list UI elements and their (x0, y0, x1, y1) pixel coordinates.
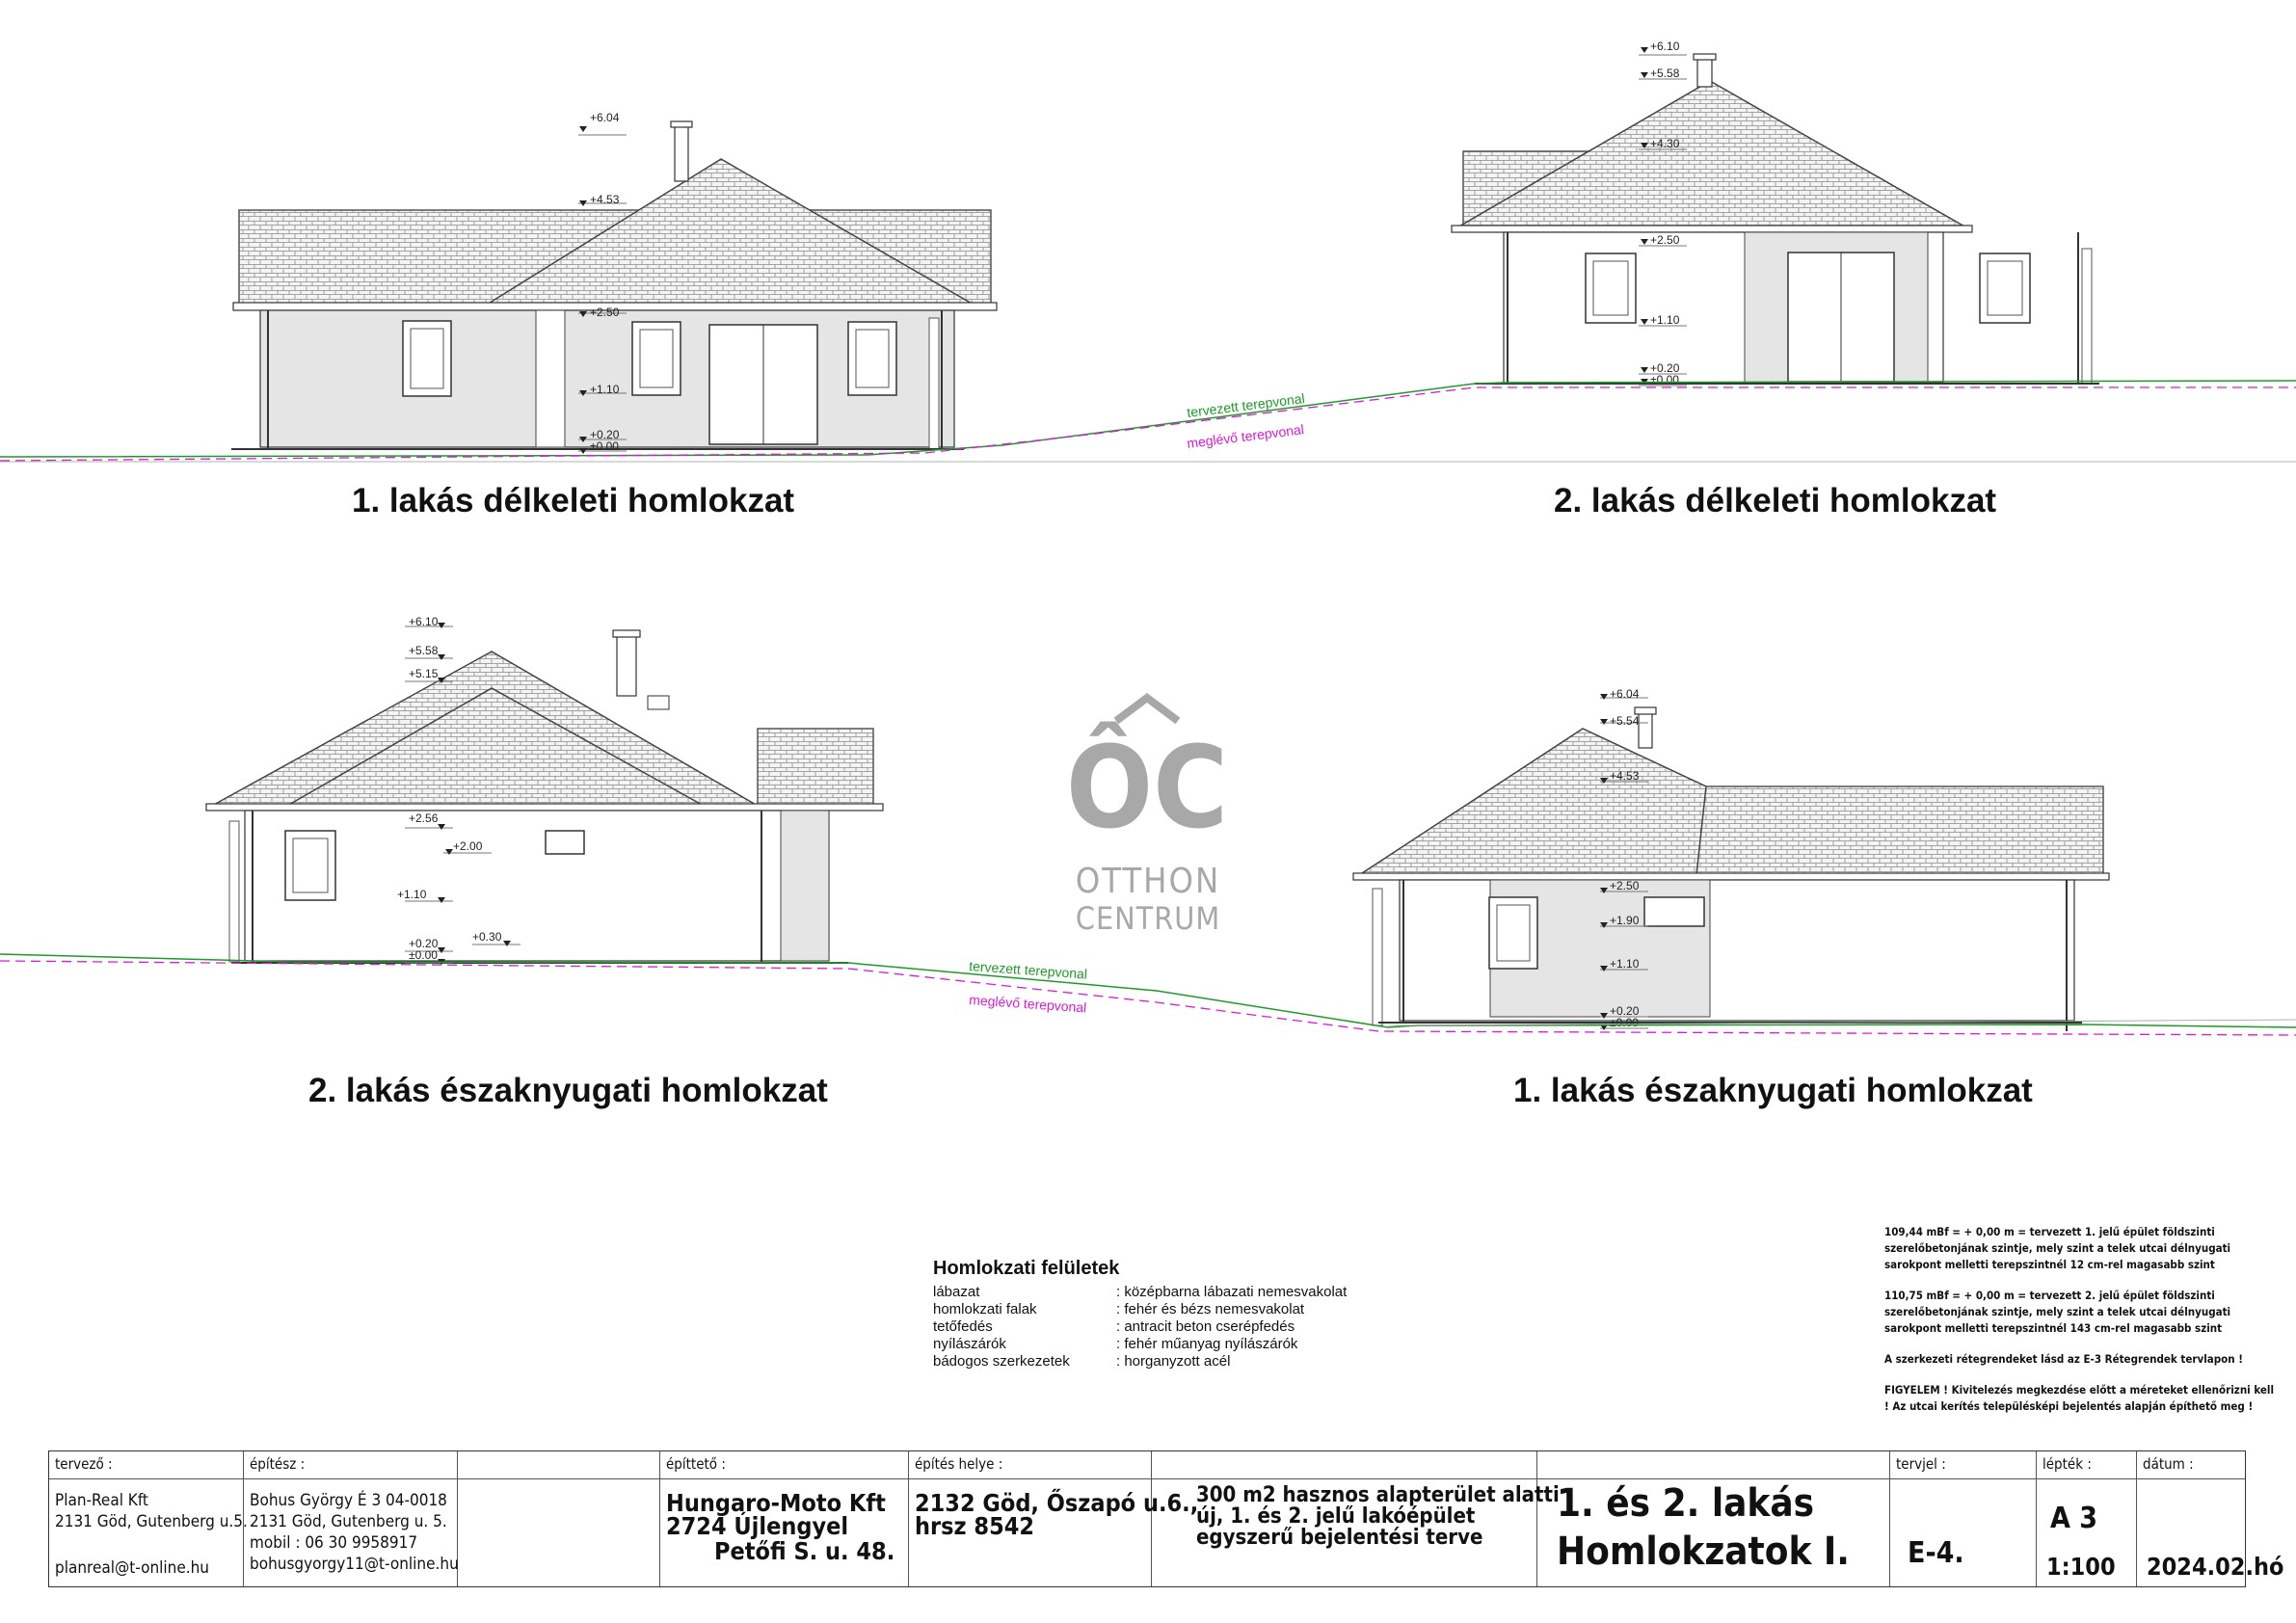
project-line-2: új, 1. és 2. jelű lakóépület (1196, 1504, 1476, 1529)
sheet-title-cell (1537, 1451, 1890, 1586)
date-header: dátum : (2143, 1455, 2194, 1473)
surface-value: : horganyzott acél (1116, 1353, 1231, 1370)
designer-cell (49, 1451, 248, 1586)
client-cell (660, 1451, 909, 1586)
existing-terrain-label: meglévő terepvonal (968, 992, 1087, 1016)
elevation-1-drawing (231, 111, 997, 454)
surface-value: : fehér műanyag nyílászárók (1116, 1336, 1298, 1352)
client-name: Hungaro-Moto Kft (666, 1489, 886, 1517)
scale-value: 1:100 (2046, 1553, 2116, 1581)
note-level-2: 110,75 mBf = + 0,00 m = tervezett 2. jelű épület földszinti szerelőbetonjának szintje, mely szint a telek utcai délnyugati sarokpont melletti terepszintnél 143 cm-rel magasabb szint (1884, 1289, 2231, 1335)
level-marker: +1.90 (1610, 914, 1640, 927)
level-marker: +1.10 (590, 383, 620, 396)
architect-header: építész : (250, 1455, 306, 1473)
surface-key: tetőfedés (933, 1318, 993, 1335)
level-marker: +6.10 (409, 615, 439, 628)
surface-key: homlokzati falak (933, 1301, 1037, 1317)
note-warning: FIGYELEM ! Kivitelezés megkezdése előtt a méreteket ellenőrizni kell ! Az utcai kerítés településképi bejelentés alapján építhető meg ! (1884, 1383, 2275, 1413)
level-marker: +0.20 (1650, 361, 1680, 375)
site-cell (909, 1451, 1199, 1586)
date-value: 2024.02.hó (2147, 1553, 2284, 1581)
level-marker: +5.15 (409, 667, 439, 680)
surface-row (933, 1353, 1415, 1370)
client-header: építtető : (666, 1455, 726, 1473)
elevation-4-drawing (1353, 687, 2109, 1031)
scale-header: lépték : (2042, 1455, 2092, 1473)
level-marker: +2.50 (590, 306, 620, 319)
architect-phone: mobil : 06 30 9958917 (250, 1533, 418, 1553)
level-marker: +1.10 (397, 888, 427, 901)
elevation-4-title: 1. lakás északnyugati homlokzat (1513, 1072, 2033, 1109)
title-block (48, 1450, 2284, 1587)
level-marker: +2.56 (409, 812, 439, 825)
scale-cell (2037, 1451, 2137, 1586)
elevation-3-title: 2. lakás északnyugati homlokzat (308, 1072, 828, 1109)
planned-terrain-label: tervezett terepvonal (968, 958, 1088, 982)
surface-key: bádogos szerkezetek (933, 1353, 1070, 1370)
designer-header: tervező : (55, 1455, 113, 1473)
level-marker: +5.58 (409, 644, 439, 657)
level-marker: ±0.00 (409, 948, 438, 962)
watermark-logo: ÔC (1065, 721, 1229, 854)
surface-key: nyílászárók (933, 1336, 1006, 1352)
level-marker: +0.30 (472, 930, 502, 944)
level-marker: +5.54 (1610, 714, 1640, 728)
surface-value: : antracit beton cserépfedés (1116, 1318, 1295, 1335)
note-layers: A szerkezeti rétegrendeket lásd az E-3 Rétegrendek tervlapon ! (1884, 1352, 2243, 1366)
level-marker: +4.53 (1610, 769, 1640, 783)
project-line-1: 300 m2 hasznos alapterület alatti (1196, 1483, 1560, 1507)
code-header: tervjel : (1896, 1455, 1946, 1473)
level-marker: +6.04 (1610, 687, 1640, 701)
level-marker: +6.04 (590, 111, 620, 124)
surface-row (933, 1301, 1415, 1318)
note-level-1: 109,44 mBf = + 0,00 m = tervezett 1. jelű épület földszinti szerelőbetonjának szintje, mely szint a telek utcai délnyugati sarokpont melletti terepszintnél 12 cm-rel magasabb szint (1884, 1225, 2231, 1271)
code-cell (1890, 1451, 2037, 1586)
designer-name: Plan-Real Kft (55, 1491, 148, 1510)
level-marker: +2.50 (1650, 233, 1680, 247)
elevation-2-drawing (1452, 40, 2099, 386)
level-marker: +0.20 (590, 428, 620, 441)
paper-size: A 3 (2050, 1502, 2098, 1535)
client-city: 2724 Újlengyel (666, 1512, 849, 1540)
level-marker: +1.10 (1610, 957, 1640, 971)
level-marker: ±0.00 (590, 439, 619, 453)
planned-terrain-label: tervezett terepvonal (1186, 390, 1306, 420)
level-marker: ±0.00 (1650, 373, 1679, 386)
site-address: 2132 Göd, Őszapó u.6., (915, 1489, 1199, 1517)
surface-row (933, 1336, 1415, 1353)
empty-cell (458, 1451, 660, 1586)
watermark-line-2: CENTRUM (1075, 900, 1221, 937)
level-marker: +5.58 (1650, 67, 1680, 80)
existing-terrain-label: meglévő terepvonal (1186, 421, 1305, 451)
surface-value: : középbarna lábazati nemesvakolat (1116, 1284, 1348, 1300)
designer-email: planreal@t-online.hu (55, 1558, 210, 1578)
level-marker: +1.10 (1650, 313, 1680, 327)
project-cell (1152, 1451, 1560, 1586)
level-marker: +2.00 (453, 839, 483, 853)
level-marker: +0.20 (1610, 1004, 1640, 1018)
surface-key: lábazat (933, 1284, 980, 1300)
level-marker: +0.20 (409, 937, 439, 950)
otthon-centrum-watermark (1066, 698, 1228, 937)
level-marker: +6.10 (1650, 40, 1680, 53)
surfaces-heading: Homlokzati felületek (933, 1258, 1120, 1279)
level-marker: ±0.00 (1610, 1016, 1639, 1029)
architect-name: Bohus György É 3 04-0018 (250, 1491, 447, 1510)
technical-notes (1884, 1224, 2275, 1429)
sheet-code: E-4. (1908, 1536, 1964, 1570)
sheet-title-2: Homlokzatok I. (1557, 1530, 1850, 1574)
facade-surfaces-legend (933, 1258, 1415, 1370)
elevation-1-title: 1. lakás délkeleti homlokzat (352, 482, 795, 519)
elevation-3-drawing (206, 615, 883, 965)
site-header: építés helye : (915, 1455, 1003, 1473)
level-marker: +2.50 (1610, 879, 1640, 892)
architect-email: bohusgyorgy11@t-online.hu (250, 1555, 459, 1574)
site-parcel: hrsz 8542 (915, 1512, 1035, 1540)
surface-row (933, 1284, 1415, 1301)
surface-value: : fehér és bézs nemesvakolat (1116, 1301, 1305, 1317)
client-street: Petőfi S. u. 48. (714, 1537, 895, 1565)
elevation-2-title: 2. lakás délkeleti homlokzat (1554, 482, 1997, 519)
watermark-line-1: OTTHON (1075, 862, 1221, 901)
date-cell (2137, 1451, 2284, 1586)
architect-cell (244, 1451, 458, 1586)
project-line-3: egyszerű bejelentési terve (1196, 1526, 1483, 1550)
level-marker: +4.30 (1650, 137, 1680, 150)
surface-row (933, 1318, 1415, 1336)
architect-address: 2131 Göd, Gutenberg u. 5. (250, 1512, 447, 1531)
sheet-title-1: 1. és 2. lakás (1557, 1481, 1815, 1526)
designer-address: 2131 Göd, Gutenberg u.5. (55, 1512, 248, 1531)
level-marker: +4.53 (590, 193, 620, 206)
